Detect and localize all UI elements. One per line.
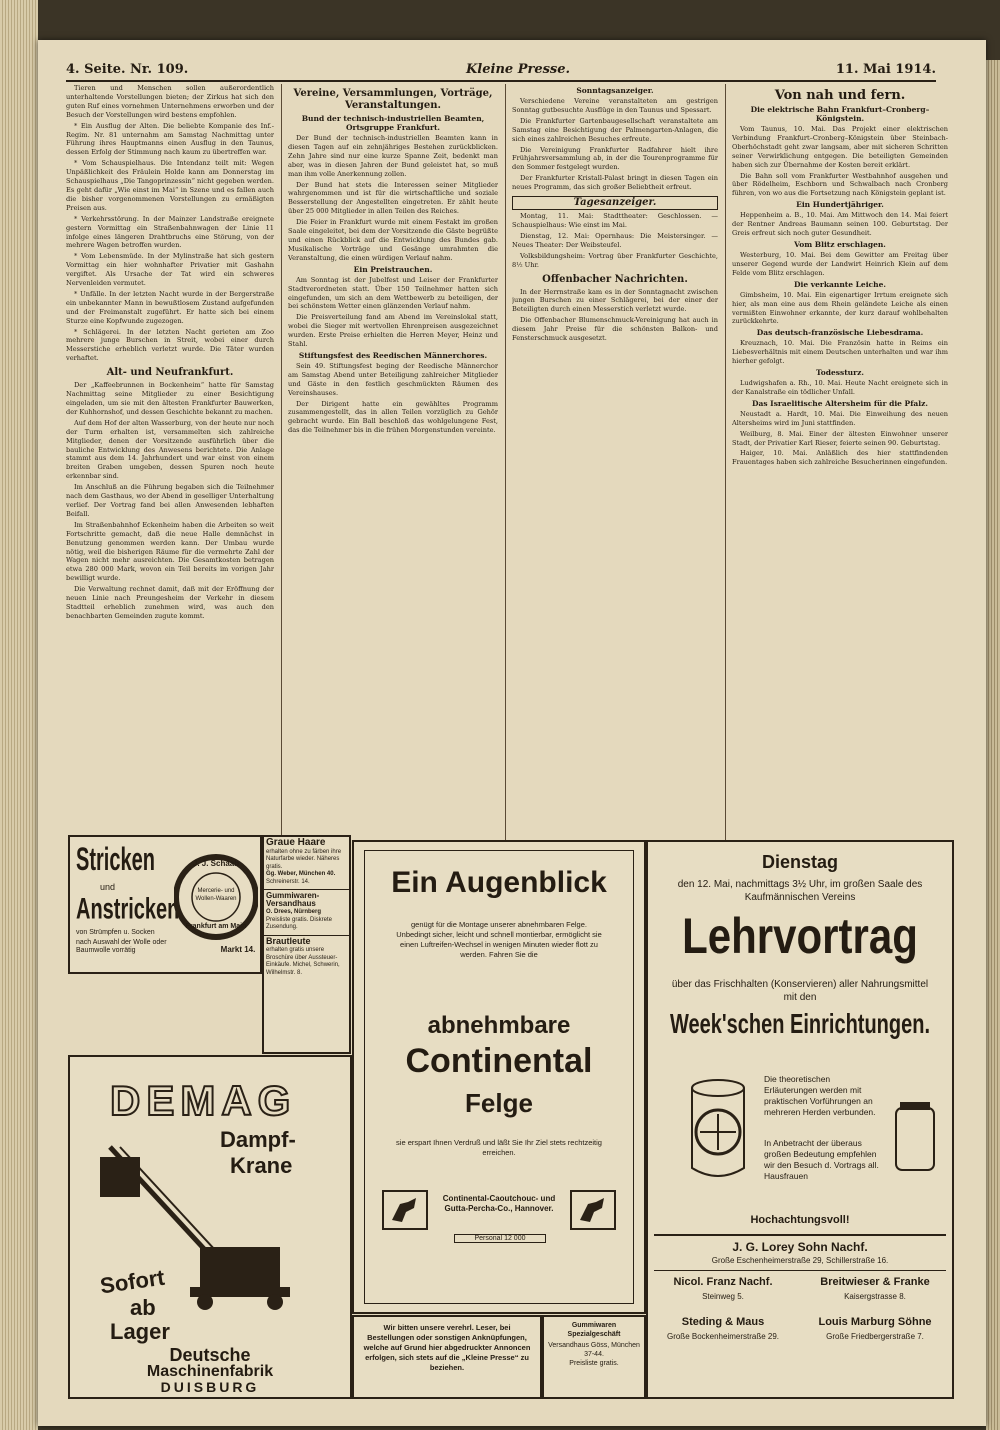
article-text: Die Preisverteilung fand am Abend im Vereinslokal statt, wobei die Sieger mit wertvollen Ehrenpreisen ausgezeichnet wurden. Erste Preise erhielten die Herren Meyer, Heinz und Stahl. xyxy=(288,313,498,349)
article-text: Neustadt a. Hardt, 10. Mai. Die Einweihung des neuen Altersheims wird im Juni stattfinden. xyxy=(732,409,948,427)
article-text: Der Bund hat stets die Interessen seiner Mitglieder wahrgenommen und ist für die wirtschaftliche und soziale Besserstellung der Angestellten eingetreten. Er zählt heute über 25 000 Mitglieder in allen Teilen des Reiches. xyxy=(288,180,498,216)
article-text: Vom Taunus, 10. Mai. Das Projekt einer elektrischen Verbindung Frankfurt–Cronberg–Königstein über Steinbach-Oberhöchstadt geht zwar langsam, aber mit sicheren Schritten seiner Verwirklichung entgegen. Die beteiligten Gemeinden haben sich zur Übernahme der Kosten bereit erklärt. xyxy=(732,125,948,169)
ad-text: DEMAG xyxy=(110,1077,297,1124)
ad-text: Continental xyxy=(405,1042,593,1080)
article-text: Heppenheim a. B., 10. Mai. Am Mittwoch den 14. Mai feiert der Rentner Andreas Baumann seinen 100. Geburtstag. Der Greis erfreut sich noch guter Gesundheit. xyxy=(732,211,948,238)
ad-text: Die theoretischen Erläuterungen werden mit praktischen Vorführungen an mehreren Herden verbunden. xyxy=(764,1074,876,1117)
ad-text: Nicol. Franz Nachf. xyxy=(673,1276,773,1288)
subheading: Ein Preistrauchen. xyxy=(353,264,433,274)
ad-text: Dienstag xyxy=(761,852,839,872)
ad-text: Continental-Caoutchouc- und Gutta-Percha-Co., Hannover. xyxy=(442,1194,556,1213)
article-text: * Vom Lebensmüde. In der Mylinstraße hat sich gestern Vormittag ein hier wohnhafter Privatier mit Gashahn vergiftet. Als Ursache der Tat wird ein schweres Nervenleiden vermutet. xyxy=(66,252,274,288)
ad-text: Versandhaus Göss, München 37-44. xyxy=(548,1342,640,1358)
ad-text: über das Frischhalten (Konservieren) aller Nahrungsmittel mit den xyxy=(671,979,929,1003)
column-3 xyxy=(512,84,718,844)
article-text: Westerburg, 10. Mai. Bei dem Gewitter am Freitag über unserer Gegend wurde der Landwirt Heinrich Klein auf dem Felde vom Blitz erschlagen. xyxy=(732,250,948,277)
section-heading-von-nah-und-fern: Von nah und fern. xyxy=(774,88,906,103)
ad-text: Anstricken xyxy=(76,893,180,926)
subheading: Das deutsch-französische Liebesdrama. xyxy=(756,328,924,338)
ad-text: Sofort xyxy=(98,1264,167,1299)
preserving-jar-icon xyxy=(888,1098,942,1178)
ad-text: Maschinenfabrik xyxy=(146,1363,274,1380)
ad-text: Steding & Maus xyxy=(681,1316,765,1328)
facing-page-edge xyxy=(986,60,1000,1430)
ad-text: Week'schen Einrichtungen. xyxy=(670,1009,930,1041)
article-text: In der Herrnstraße kam es in der Sonntagnacht zwischen jungen Burschen zu einer Schlägerei, bei der einer der Beteiligten durch einen Messerstich verletzt wurde. xyxy=(512,287,718,314)
ad-text: Steinweg 5. xyxy=(702,1292,744,1301)
ad-text: Gummiwaren-Versandhaus xyxy=(266,891,320,908)
article-text: Gimbsheim, 10. Mai. Ein eigenartiger Irrtum ereignete sich hier, als man eine aus dem Rhein geländete Leiche als einen vermißten Einwohner erkannte, der kurz darauf wohlbehalten zurückkehrte. xyxy=(732,290,948,326)
subheading: Bund der technisch-industriellen Beamten, Ortsgruppe Frankfurt. xyxy=(301,114,485,132)
article-text: Im Anschluß an die Führung begaben sich die Teilnehmer nach dem Gasthaus, wo der Abend in geselliger Unterhaltung verlief. Der Vortrag fand bei allen Anwesenden lebhaften Beifall. xyxy=(66,483,274,518)
article-text: Kreuznach, 10. Mai. Die Französin hatte in Reims ein Liebesverhältnis mit einem Deutschen unterhalten und war ihm hierher gefolgt. xyxy=(732,339,948,366)
article-text: Die Verwaltung rechnet damit, daß mit der Eröffnung der neuen Linie nach Preungesheim der Verkehr in diesem Stadtteil erheblich zunehmen wird, was auch den benachbarten Gemeinden zugute kommt. xyxy=(66,585,274,620)
ad-text: J. G. Lorey Sohn Nachf. xyxy=(732,1240,868,1254)
ad-text: Lager xyxy=(110,1319,170,1344)
ad-text: abnehmbare xyxy=(427,1012,571,1039)
ad-text: und xyxy=(100,882,116,892)
ad-text: DUISBURG xyxy=(160,1379,260,1395)
article-text: Die Offenbacher Blumenschmuck-Vereinigung hat auch in diesem Jahr Preise für die schönsten Balkon- und Fensterschmuck ausgesetzt. xyxy=(512,316,718,343)
book-binding-edge xyxy=(0,0,38,1430)
ad-text: Lehrvortrag xyxy=(682,907,918,964)
article-text: Der Bund der technisch-industriellen Beamten kann in diesen Tagen auf ein zehnjähriges Bestehen zurückblicken. Zehn Jahre sind nur eine kurze Spanne Zeit, bedenkt man aber, was in diesen Jahren der Bund geleistet hat, so muß man ihm volle Anerkennung zollen. xyxy=(288,134,498,178)
article-text: Der Dirigent hatte ein gewähltes Programm zusammengestellt, das in allen Teilen vorzüglich zu Gehör gebracht wurde. Ein Ball beschloß das wohlgelungene Fest, das die Teilnehmer bis in die frühen Morgenstunden vereinte. xyxy=(288,399,498,435)
horse-logo-icon xyxy=(382,1190,428,1230)
section-heading-offenbach: Offenbacher Nachrichten. xyxy=(542,273,688,285)
ad-text: Ein Augenblick xyxy=(391,866,607,899)
tagesanzeiger-box: Tagesanzeiger. xyxy=(512,196,718,210)
ad-gummi-spezial xyxy=(542,1315,646,1399)
page-number: 4. Seite. Nr. 109. xyxy=(66,62,189,77)
subheading: Todessturz. xyxy=(816,368,864,378)
ad-text: Gg. Weber, München 40. xyxy=(266,871,336,877)
ad-text: Deutsche xyxy=(169,1345,251,1365)
ad-text: erhalten gratis unsere Broschüre über Aussteuer-Einkäufe. Michel, Schwerin, Wilhelmstr. 8. xyxy=(266,947,340,976)
article-text: Die Bahn soll vom Frankfurter Westbahnhof ausgehen und über Rödelheim, Eschborn und Schwalbach nach Cronberg führen, von wo aus die Fortsetzung nach Königstein geplant ist. xyxy=(732,171,948,198)
ad-text: nach Auswahl der Wolle oder Baumwolle vorrätig xyxy=(76,939,167,954)
article-text: * Ein Ausflug der Alten. Die beliebte Kompanie des Inf.-Regim. Nr. 81 unternahm am Samstag Nachmittag unter Führung ihres Hauptmanns einen Ausflug in den Taunus, dessen Erfolg der Stimmung nach kaum zu übertreffen war. xyxy=(66,121,274,157)
ad-text: den 12. Mai, nachmittags 3½ Uhr, im großen Saale des Kaufmännischen Vereins xyxy=(677,879,923,903)
ad-text: Louis Marburg Söhne xyxy=(818,1316,932,1328)
ad-text: Hochachtungsvoll! xyxy=(750,1214,850,1226)
ad-text: Breitwieser & Franke xyxy=(820,1276,930,1288)
subheading: Die elektrische Bahn Frankfurt–Cronberg–Königstein. xyxy=(750,105,930,123)
ad-text: Gummiwaren Spezialgeschäft xyxy=(567,1322,621,1338)
article-text: Weilburg, 8. Mai. Einer der ältesten Einwohner unserer Stadt, der Privatier Karl Rieser, feierte seinen 90. Geburtstag. xyxy=(732,429,948,447)
ad-classifieds xyxy=(262,835,351,1054)
ad-lehrvortrag xyxy=(646,840,954,1399)
article-text: Sein 49. Stiftungsfest beging der Reedische Männerchor am Samstag Abend unter Beteiligung zahlreicher Mitglieder und Gäste in den festlich geschmückten Räumen des Vereinshauses. xyxy=(288,361,498,397)
ad-text: Große Friedbergerstraße 7. xyxy=(826,1332,924,1341)
column-rule xyxy=(725,84,726,844)
article-text: Verschiedene Vereine veranstalteten am gestrigen Sonntag gutbesuchte Ausflüge in den Taunus und Spessart. xyxy=(512,97,718,114)
ad-text: von Strümpfen u. Socken xyxy=(76,929,155,936)
article-text: Die Frankfurter Gartenbaugesellschaft veranstaltete am Samstag eine Besichtigung der Palmengarten-Anlagen, die sich eines zahlreichen Besuches erfreute. xyxy=(512,116,718,143)
ad-text: genügt für die Montage unserer abnehmbaren Felge. Unbedingt sicher, leicht und schnell montierbar, ermöglicht sie einen Luftreifen-Wechsel in wenigen Minuten wieder flott zu werden. Fahren Sie die xyxy=(396,920,602,959)
article-text: * Verkehrsstörung. In der Mainzer Landstraße ereignete gestern Vormittag ein Straßenbahnwagen der Linie 11 infolge eines längeren Drahtbruchs eine Störung, von der mehrere Wagen betroffen wurden. xyxy=(66,214,274,250)
ad-text: In Anbetracht der überaus großen Bedeutung empfehlen wir den Besuch d. Vortrags all. Hausfrauen xyxy=(764,1138,879,1181)
article-text: Die Vereinigung Frankfurter Radfahrer hielt ihre Frühjahrsversammlung ab, in der die Tourenprogramme für den Sommer festgelegt wurden. xyxy=(512,145,718,172)
ad-text: Wir bitten unsere verehrl. Leser, bei Bestellungen oder sonstigen Anknüpfungen, welche auf Grund hier abgedruckter Annoncen erfolgen, sich stets auf die „Kleine Presse“ zu beziehen. xyxy=(363,1323,531,1372)
column-2 xyxy=(288,84,498,844)
ad-text: Felge xyxy=(465,1088,533,1118)
subheading: Das Israelitische Altersheim für die Pfalz. xyxy=(751,398,928,408)
ad-text: Graue Haare xyxy=(266,837,326,848)
ad-text: O. Drees, Nürnberg xyxy=(266,909,322,915)
ad-text: Schreinerstr. 14. xyxy=(264,879,349,891)
column-1 xyxy=(66,84,274,844)
ad-reader-notice xyxy=(352,1315,542,1399)
agenda-item: Montag, 11. Mai: Stadttheater: Geschlossen. — Schauspielhaus: Wie einst im Mai. xyxy=(512,212,718,229)
article-text: Der Frankfurter Kristall-Palast bringt in diesen Tagen ein neues Programm, das sich großer Beliebtheit erfreut. xyxy=(512,174,718,192)
subheading: Stiftungsfest des Reedischen Männerchores. xyxy=(298,350,488,360)
page-header xyxy=(66,58,936,82)
agenda-item: Dienstag, 12. Mai: Opernhaus: Die Meistersinger. — Neues Theater: Der Weibsteufel. xyxy=(512,231,718,249)
article-text: Haiger, 10. Mai. Anläßlich des hier stattfindenden Frauentages haben sich zahlreiche Besucherinnen eingefunden. xyxy=(732,449,948,467)
article-text: Tieren und Menschen sollen außerordentlich unterhaltende Vorstellungen bieten; der Zirkus hat sich den guten Ruf eines vornehmen Unternehmens erworben und der Besuch der Vorstellungen wird bestens empfohlen. xyxy=(66,84,274,119)
subheading: Vom Blitz erschlagen. xyxy=(794,239,886,249)
section-heading-vereine: Vereine, Versammlungen, Vorträge, Veranstaltungen. xyxy=(293,88,493,111)
subheading: Die verkannte Leiche. xyxy=(794,279,886,289)
article-text: Auf dem Hof der alten Wasserburg, von der heute nur noch der Turm erhalten ist, versammelten sich zahlreiche Mitglieder, denen der Vorsitzende ausführlich über die bauliche Entwicklung des Anwesens berichtete. Die Anlage stammt aus dem 14. Jahrhundert und war einst von einem breiten Graben umgeben, dessen Spuren noch heute erkennbar sind. xyxy=(66,418,274,481)
column-4 xyxy=(732,84,948,844)
horse-logo-icon xyxy=(570,1190,616,1230)
ad-text: Kaisergstrasse 8. xyxy=(844,1292,906,1301)
ad-text: Preisliste gratis. xyxy=(569,1360,619,1367)
ad-text: Stricken xyxy=(76,843,155,879)
ad-text: Große Eschenheimerstraße 29, Schillerstraße 16. xyxy=(711,1256,889,1265)
subheading: Ein Hundertjähriger. xyxy=(796,200,884,210)
article-text: * Unfälle. In der letzten Nacht wurde in der Bergerstraße ein unbekannter Mann in bewußtlosem Zustand aufgefunden und der Freimanstalt zugeführt. Er hatte sich bei einem Sturze eine Kopfwunde zugezogen. xyxy=(66,289,274,325)
section-heading-alt-neufrankfurt: Alt- und Neufrankfurt. xyxy=(106,367,234,379)
ad-text: Preisliste gratis. Diskrete Zusendung. xyxy=(264,917,349,936)
ad-demag xyxy=(68,1055,352,1399)
ad-continental xyxy=(352,840,646,1314)
ad-text: Große Bockenheimerstraße 29. xyxy=(666,1332,780,1341)
ad-text: J. J. Schaab xyxy=(192,859,240,868)
article-text: Am Sonntag ist der Jubelfest und Leiser der Frankfurter Stadtverordneten statt. Über 150 Teilnehmer hatten sich eingefunden, um sich an dem Wettbewerb zu beteiligen, der bei schönstem Wetter einen glänzenden Verlauf nahm. xyxy=(288,275,498,311)
subheading: Sonntagsanzeiger. xyxy=(576,86,654,95)
ad-text: sie erspart Ihnen Verdruß und läßt Sie Ihr Ziel stets rechtzeitig erreichen. xyxy=(396,1138,602,1157)
article-text: Im Straßenbahnhof Eckenheim haben die Arbeiten so weit Fortschritte gemacht, daß die neue Halle demnächst in Benutzung genommen werden kann. Der Umbau wurde nötig, weil die bisherigen Räume für die vermehrte Zahl der Wagen nicht mehr ausreichten. Die Gesamtkosten betragen etwa 280 000 Mark, wovon ein Teil bereits im vorigen Jahr bewilligt wurde. xyxy=(66,520,274,583)
ad-text: erhalten ohne zu färben ihre Naturfarbe wieder. Näheres gratis. xyxy=(266,848,342,870)
ad-text: Dampf- xyxy=(220,1127,296,1152)
article-text: * Vom Schauspielhaus. Die Intendanz teilt mit: Wegen Unpäßlichkeit des Fräulein Holde kann am Donnerstag im Schauspielhaus „Die Tangoprinzessin“ nicht gegeben werden. Es geht dafür „Wie einst im Mai“ in Szene und es fallen auch die bisher vorgenommenen Vorstellungen zu ermäßigten Preisen aus. xyxy=(66,159,274,212)
ad-text: Krane xyxy=(230,1153,293,1178)
ad-schaab xyxy=(68,835,262,974)
ad-text: Brautleute xyxy=(266,935,311,946)
ad-text: Markt 14. xyxy=(220,945,256,954)
article-text: Ludwigshafen a. Rh., 10. Mai. Heute Nacht ereignete sich in der Kanalstraße ein tödlicher Unfall. xyxy=(732,379,948,396)
article-text: Der „Kaffeebrunnen in Bockenheim“ hatte für Samstag Nachmittag seine Mitglieder zu einer Besichtigung eingeladen, um sie mit den ältesten Frankfurter Bauwerken, der Kuhhornshof, und dessen Geschichte bekannt zu machen. xyxy=(66,381,274,416)
column-rule xyxy=(505,84,506,844)
masthead: Kleine Presse. xyxy=(466,62,571,77)
column-rule xyxy=(281,84,282,844)
ad-text: Mercerie- und Wollen-Waaren xyxy=(195,888,237,902)
ad-text: Personal 12 000 xyxy=(454,1234,546,1243)
article-text: * Schlägerei. In der letzten Nacht gerieten am Zoo mehrere junge Burschen in Streit, wobei einer durch Messerstiche erheblich verletzt wurde. Die Täter wurden verhaftet. xyxy=(66,327,274,363)
issue-date: 11. Mai 1914. xyxy=(835,62,936,77)
preserving-jar-icon xyxy=(678,1068,758,1188)
agenda-item: Volksbildungsheim: Vortrag über Frankfurter Geschichte, 8½ Uhr. xyxy=(512,251,718,269)
ad-text: ab xyxy=(130,1295,156,1320)
article-text: Die Feier in Frankfurt wurde mit einem Festakt im großen Saale eingeleitet, bei dem der Vorsitzende die Gäste begrüßte und einen Rückblick auf die Entwicklung des Bundes gab. Musikalische Vorträge und Gesänge umrahmten die Veranstaltung, die einen würdigen Verlauf nahm. xyxy=(288,218,498,262)
ad-text: Frankfurt am Main xyxy=(185,923,247,930)
